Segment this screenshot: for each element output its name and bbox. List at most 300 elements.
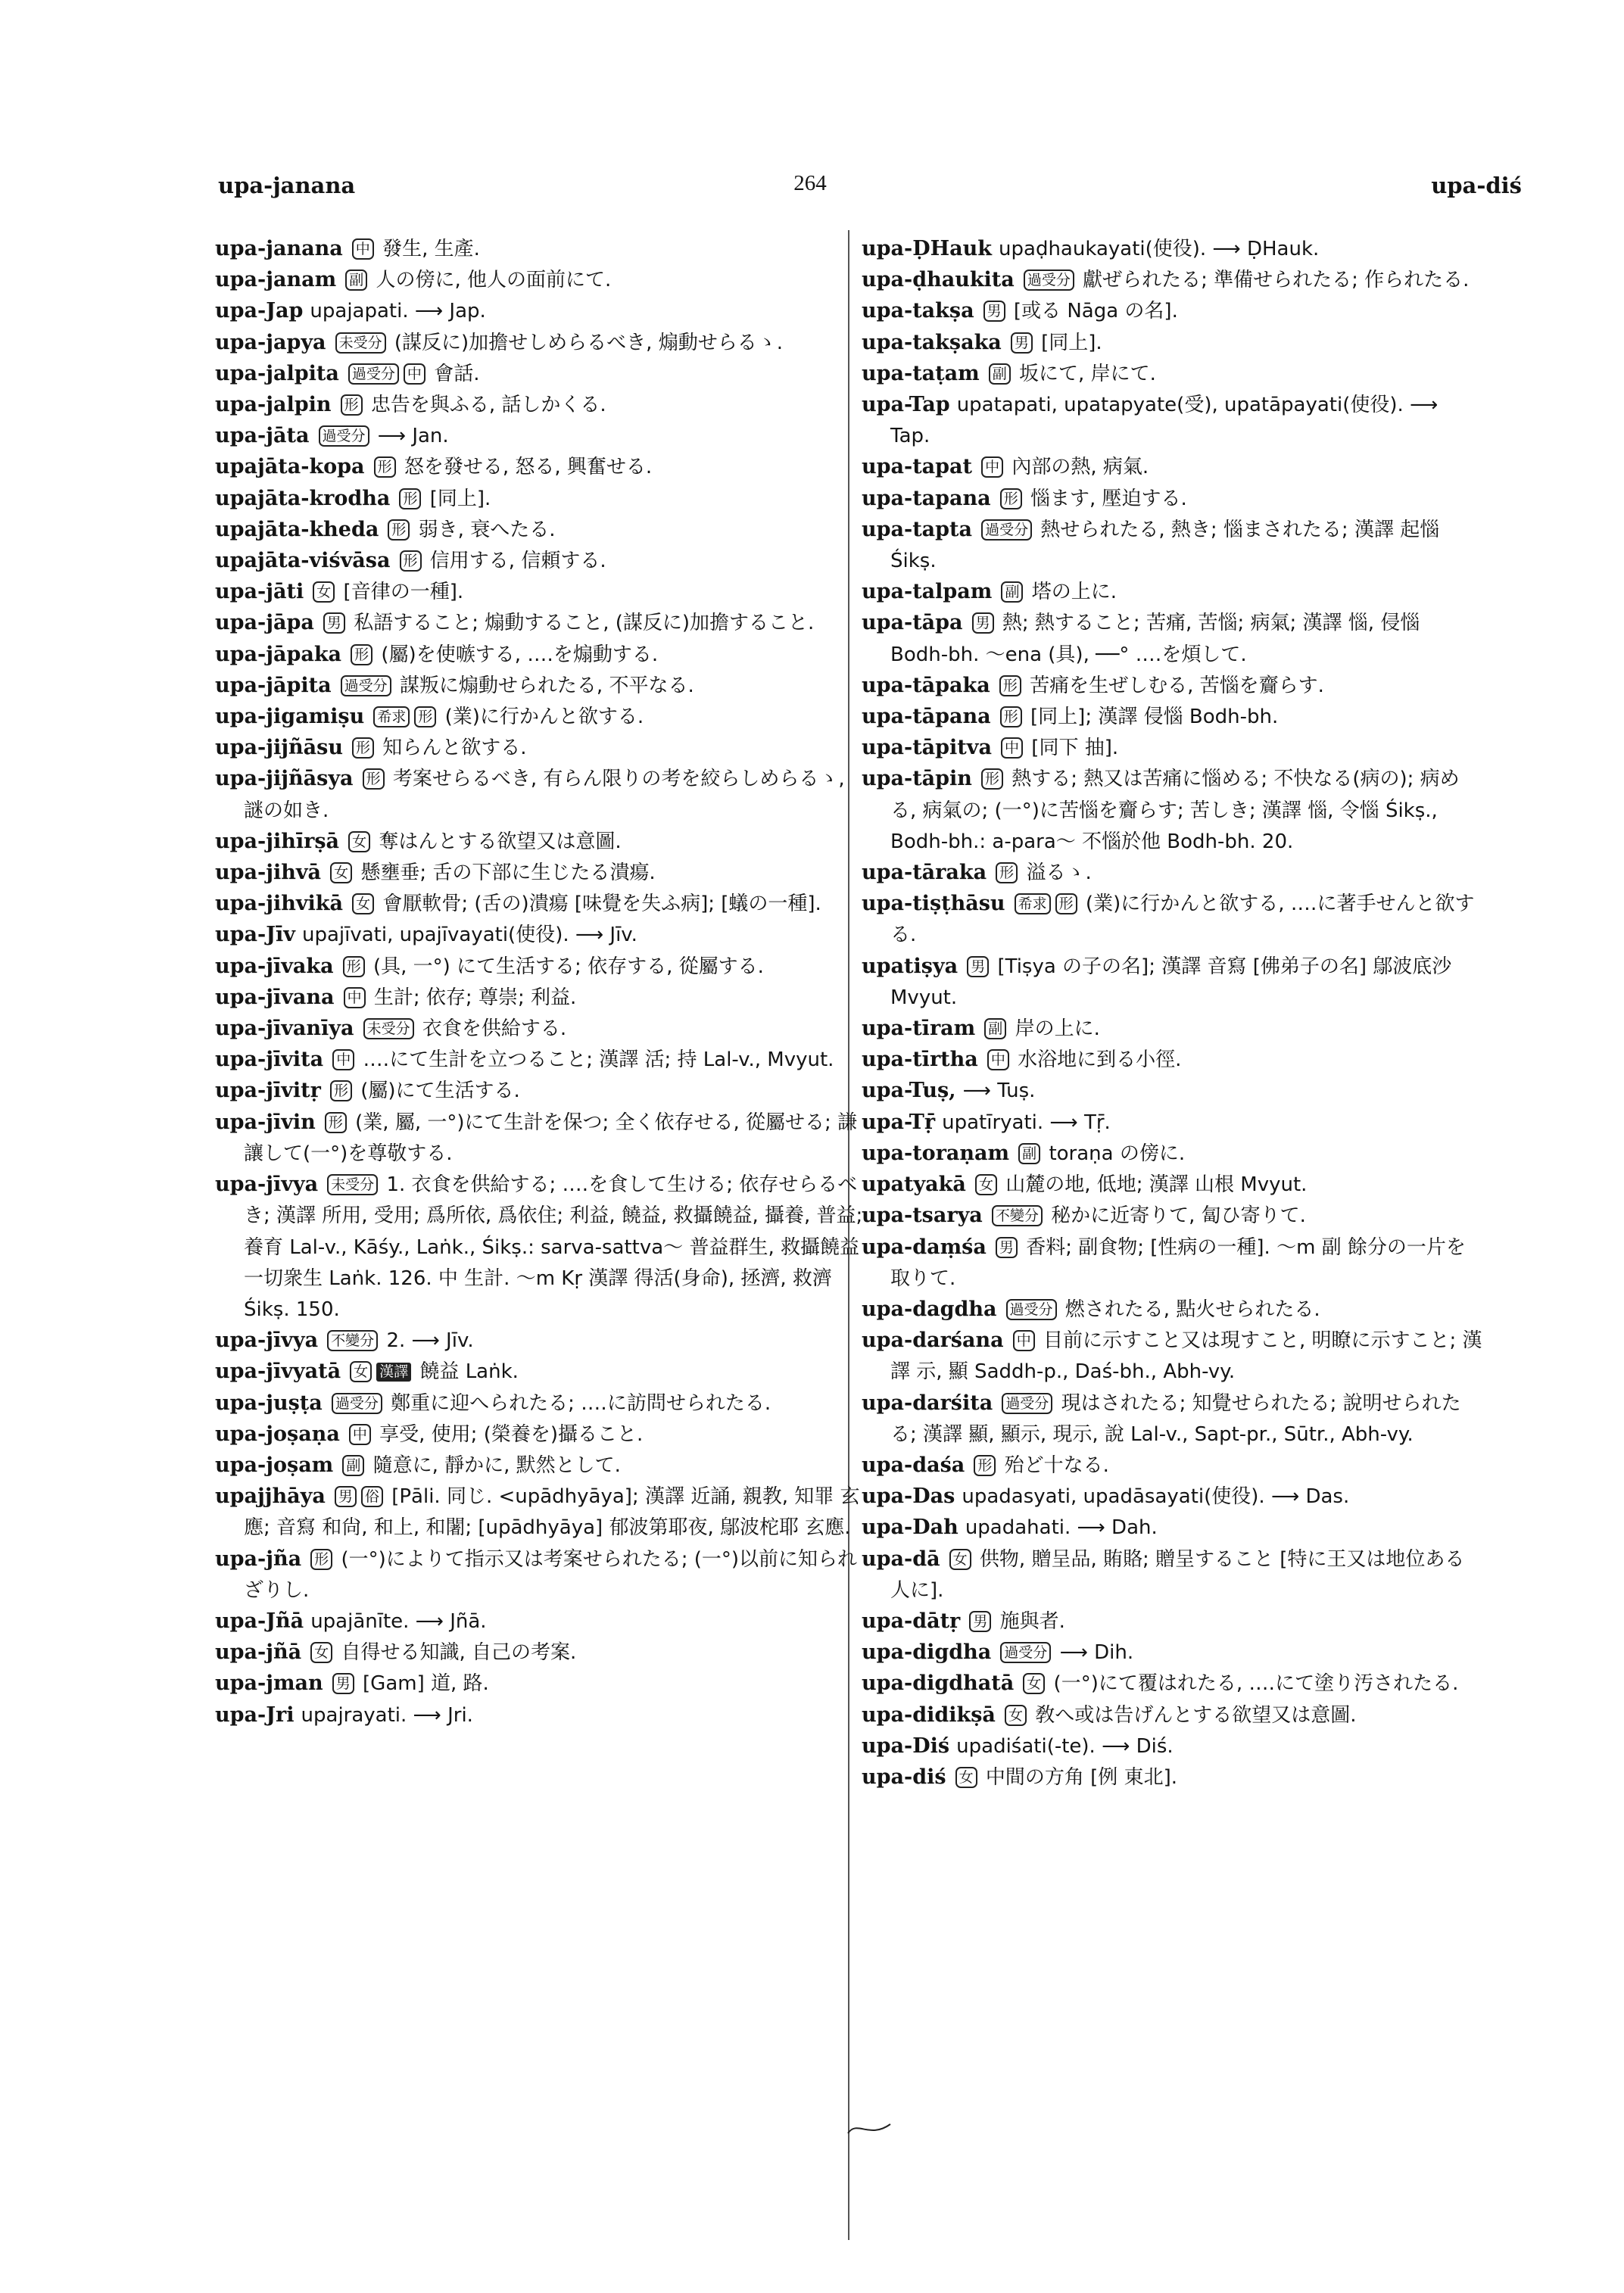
headword: upa-Diś	[862, 1734, 950, 1758]
dictionary-entry	[215, 1419, 868, 1450]
definition-text: 熱せられたる, 熱き; 惱まされたる; 漢譯 起惱 Śikṣ.	[890, 518, 1440, 573]
definition-text: (屬)を使嗾する, ‥‥を煽動する.	[375, 643, 659, 666]
grammar-abbrev-badge: 副	[1001, 581, 1023, 603]
grammar-abbrev-badge: 過受分	[981, 519, 1032, 541]
definition-text: (謀反に)加擔せしめらるべき, 煽動せらるゝ.	[388, 331, 783, 354]
grammar-abbrev-badge: 過受分	[1024, 269, 1074, 291]
headword: upa-jalpita	[215, 361, 339, 385]
dictionary-entry	[215, 1699, 868, 1731]
headword: upa-talpam	[862, 580, 993, 604]
dictionary-entry	[862, 327, 1482, 358]
definition-text: upatapati, upatapyate(受), upatāpayati(使役). ⟶ Tap.	[890, 394, 1439, 448]
dictionary-entry	[862, 483, 1482, 514]
definition-text: (業, 屬, 一°)にて生計を保つ; 全く依存せる, 從屬せる; 謙讓して(一°)を尊敬する.	[244, 1111, 858, 1165]
headword: upa-jīvitṛ	[215, 1079, 321, 1103]
definition-text: 怒を發せる, 怒る, 興奮せる.	[397, 456, 653, 479]
headword: upa-daśa	[862, 1453, 965, 1477]
definition-text: (一°)にて覆はれたる, ‥‥にて塗り汚されたる.	[1047, 1672, 1459, 1696]
grammar-abbrev-badge: 男	[967, 956, 989, 977]
dictionary-entry	[862, 576, 1482, 607]
definition-text: 塔の上に.	[1025, 581, 1117, 604]
dictionary-entry	[215, 670, 868, 701]
grammar-abbrev-badge: 形	[996, 862, 1018, 883]
headword: upa-jigamiṣu	[215, 705, 365, 729]
dictionary-entry	[215, 732, 868, 763]
headword: upa-jihvā	[215, 861, 322, 885]
grammar-abbrev-badge: 希求	[1015, 893, 1051, 914]
grammar-abbrev-badge: 過受分	[332, 1393, 382, 1414]
grammar-abbrev-badge: 中	[349, 1424, 371, 1445]
headword: upa-Tap	[862, 393, 950, 417]
headword: upa-jīvanīya	[215, 1017, 354, 1041]
left-column	[215, 233, 868, 1731]
headword: upa-jalpin	[215, 393, 332, 417]
grammar-abbrev-badge: 形	[974, 1455, 996, 1476]
definition-text: 考案せらるべき, 有らん限りの考を絞らしめらるゝ, 謎の如き.	[244, 768, 845, 822]
headword: upa-tapana	[862, 486, 991, 510]
definition-text: upatīryati. ⟶ Tṝ.	[942, 1111, 1111, 1134]
headword: upa-dātṛ	[862, 1609, 961, 1633]
grammar-abbrev-badge: 男	[972, 612, 994, 634]
headword: upa-jāta	[215, 424, 310, 448]
grammar-abbrev-badge: 希求	[373, 706, 410, 727]
grammar-abbrev-badge: 漢譯	[376, 1363, 411, 1382]
definition-text: 會話.	[427, 362, 480, 385]
grammar-abbrev-badge: 形	[374, 456, 396, 478]
definition-text: 秘かに近寄りて, 匐ひ寄りて.	[1044, 1204, 1306, 1228]
dictionary-entry	[862, 1481, 1482, 1512]
grammar-abbrev-badge: 副	[1018, 1143, 1040, 1164]
grammar-abbrev-badge: 形	[399, 488, 421, 509]
dictionary-entry	[862, 607, 1482, 669]
headword: upajjhāya	[215, 1485, 326, 1509]
grammar-abbrev-badge: 女	[310, 1642, 332, 1663]
definition-text: ⟶ Jan.	[371, 425, 449, 448]
dictionary-entry	[215, 701, 868, 732]
grammar-abbrev-badge: 女	[313, 581, 335, 603]
definition-text: upajīvati, upajīvayati(使役). ⟶ Jīv.	[302, 924, 637, 947]
headword: upa-didikṣā	[862, 1703, 996, 1727]
grammar-abbrev-badge: 中	[987, 1049, 1009, 1070]
dictionary-entry	[215, 607, 868, 638]
grammar-abbrev-badge: 未受分	[327, 1174, 378, 1195]
headword: upa-takṣa	[862, 299, 974, 323]
grammar-abbrev-badge: 副	[342, 1455, 364, 1476]
grammar-abbrev-badge: 形	[351, 644, 372, 665]
grammar-abbrev-badge: 女	[955, 1767, 977, 1788]
definition-text: (具, 一°) にて生活する; 依存する, 從屬する.	[366, 955, 764, 978]
definition-text: 供物, 贈呈品, 賄賂; 贈呈すること [特に王又は地位ある人に].	[890, 1547, 1465, 1602]
headword: upa-Das	[862, 1485, 955, 1509]
dictionary-entry	[215, 857, 868, 888]
grammar-abbrev-badge: 中	[1013, 1330, 1035, 1351]
definition-text: 發生, 生產.	[376, 238, 480, 260]
headword: upajāta-viśvāsa	[215, 549, 391, 573]
dictionary-entry	[862, 1699, 1482, 1731]
definition-text: ‥‥にて生計を立つること; 漢譯 活; 持 Lal-v., Mvyut.	[357, 1048, 834, 1072]
definition-text: 知らんと欲する.	[376, 737, 527, 760]
headword: upa-tiṣṭhāsu	[862, 892, 1005, 916]
dictionary-entry	[215, 1668, 868, 1699]
dictionary-entry	[215, 763, 868, 825]
definition-text: 岸の上に.	[1008, 1017, 1100, 1041]
definition-text: 饒益 Laṅk.	[413, 1360, 519, 1384]
headword: upa-Tuṣ,	[862, 1079, 956, 1103]
definition-text: ⟶ Dih.	[1053, 1641, 1134, 1665]
grammar-abbrev-badge: 過受分	[319, 425, 369, 447]
dictionary-entry	[862, 1388, 1482, 1450]
dictionary-entry	[215, 451, 868, 482]
grammar-abbrev-badge: 過受分	[1002, 1393, 1052, 1414]
definition-text: 敎へ或は告げんとする欲望又は意圖.	[1028, 1703, 1357, 1727]
dictionary-entry	[862, 514, 1482, 576]
definition-text: (業)に行かんと欲する.	[438, 706, 644, 729]
dictionary-entry	[215, 919, 868, 950]
definition-text: 自得せる知識, 自己の考案.	[335, 1641, 577, 1665]
grammar-abbrev-badge: 形	[1000, 706, 1022, 727]
grammar-abbrev-badge: 女	[330, 862, 352, 883]
headword: upa-ḍhaukita	[862, 268, 1015, 292]
headword: upajāta-krodha	[215, 486, 391, 510]
headword: upa-tāraka	[862, 861, 987, 885]
grammar-abbrev-badge: 形	[352, 737, 374, 759]
definition-text: [同上].	[1034, 331, 1102, 354]
definition-text: upadahati. ⟶ Dah.	[965, 1516, 1158, 1540]
grammar-abbrev-badge: 過受分	[1006, 1299, 1057, 1320]
definition-text: [同上].	[423, 487, 491, 510]
dictionary-entry	[215, 389, 868, 420]
headword: upa-joṣam	[215, 1453, 334, 1477]
dictionary-entry	[862, 233, 1482, 264]
dictionary-entry	[862, 1325, 1482, 1387]
headword: upa-digdha	[862, 1640, 992, 1665]
dictionary-entry	[215, 982, 868, 1013]
headword: upajāta-kopa	[215, 455, 365, 479]
definition-text: (一°)によりて指示又は考案せられたる; (一°)以前に知られざりし.	[244, 1547, 858, 1602]
grammar-abbrev-badge: 形	[310, 1549, 332, 1570]
grammar-abbrev-badge: 俗	[361, 1486, 383, 1507]
headword: upa-Jñā	[215, 1609, 304, 1633]
dictionary-entry	[215, 639, 868, 670]
dictionary-entry	[215, 1388, 868, 1419]
headword: upa-jīvana	[215, 985, 335, 1009]
dictionary-entry	[862, 1169, 1482, 1200]
dictionary-entry	[862, 1200, 1482, 1231]
definition-text: 弱き, 衰へたる.	[412, 518, 556, 541]
definition-text: 苦痛を生ぜしむる, 苦惱を齎らす.	[1023, 674, 1324, 697]
definition-text: 私語すること; 煽動すること, (謀反に)加擔すること.	[347, 612, 815, 635]
definition-text: toraṇa の傍に.	[1043, 1142, 1186, 1165]
dictionary-entry	[215, 545, 868, 576]
headword: upa-jihīrṣā	[215, 829, 340, 853]
headword: upa-japya	[215, 330, 326, 354]
headword: upa-tapta	[862, 517, 973, 541]
dictionary-entry	[215, 1169, 868, 1325]
dictionary-entry	[215, 826, 868, 857]
grammar-abbrev-badge: 形	[363, 768, 385, 790]
definition-text: 懸壅垂; 舌の下部に生じたる潰瘍.	[354, 861, 656, 885]
definition-text: 1. 衣食を供給する; ‥‥を食して生ける; 依存せらるべき; 漢譯 所用, 受用; 爲所依, 爲依住; 利益, 饒益, 救攝饒益, 攝養, 普益; 養育 Lal-v., Kāśy., Laṅk., Śikṣ.: sarva-sattva〜 普益群生, 救攝饒益一切衆生 Laṅk. 126. 中 生計. 〜m Kṛ 漢譯 得活(身命), 拯濟, 救濟 Śikṣ. 150.	[244, 1173, 863, 1321]
definition-text: 奪はんとする欲望又は意圖.	[372, 830, 622, 853]
dictionary-entry	[215, 576, 868, 607]
headword: upa-taṭam	[862, 361, 980, 385]
headword: upa-jña	[215, 1547, 302, 1571]
definition-text: upaḍhaukayati(使役). ⟶ ḌHauk.	[999, 238, 1320, 260]
dictionary-entry	[215, 1107, 868, 1169]
definition-text: (業)に行かんと欲する, ‥‥に著手せんと欲する.	[890, 893, 1475, 947]
dictionary-entry	[862, 1668, 1482, 1699]
headword: upa-tāpana	[862, 705, 991, 729]
grammar-abbrev-badge: 中	[332, 1049, 354, 1070]
definition-text: 香料; 副食物; [性病の一種]. 〜m 副 餘分の一片を取りて.	[890, 1235, 1466, 1290]
headword: upa-tapat	[862, 455, 973, 479]
running-head-right: upa-diś	[1431, 173, 1522, 198]
headword: upa-jihvikā	[215, 892, 344, 916]
headword: upa-jāpa	[215, 611, 314, 635]
definition-text: [音律の一種].	[337, 581, 464, 604]
right-column	[862, 233, 1482, 1793]
grammar-abbrev-badge: 過受分	[341, 675, 391, 696]
grammar-abbrev-badge: 男	[983, 301, 1005, 322]
dictionary-entry	[215, 1544, 868, 1606]
definition-text: 獻ぜられたる; 準備せられたる; 作られたる.	[1076, 269, 1470, 292]
grammar-abbrev-badge: 未受分	[363, 1018, 414, 1039]
grammar-abbrev-badge: 不變分	[327, 1330, 378, 1351]
definition-text: [或る Nāga の名].	[1007, 300, 1178, 323]
definition-text: 溢るゝ.	[1020, 861, 1092, 885]
grammar-abbrev-badge: 男	[332, 1673, 354, 1694]
grammar-abbrev-badge: 男	[323, 612, 345, 634]
headword: upatyakā	[862, 1173, 966, 1197]
headword: upa-jijñāsya	[215, 767, 354, 791]
grammar-abbrev-badge: 形	[343, 956, 365, 977]
running-head-left: upa-janana	[218, 173, 356, 198]
headword: upa-tsarya	[862, 1204, 983, 1228]
grammar-abbrev-badge: 男	[335, 1486, 357, 1507]
dictionary-entry	[215, 295, 868, 326]
headword: upa-toraṇam	[862, 1141, 1010, 1165]
headword: upa-Jri	[215, 1703, 295, 1727]
definition-text: 山麓の地, 低地; 漢譯 山根 Mvyut.	[999, 1173, 1308, 1197]
dictionary-entry	[862, 1731, 1482, 1762]
grammar-abbrev-badge: 形	[981, 768, 1003, 790]
grammar-abbrev-badge: 形	[330, 1080, 352, 1101]
definition-text: 2. ⟶ Jīv.	[380, 1329, 474, 1353]
definition-text: 坂にて, 岸にて.	[1012, 362, 1156, 385]
definition-text: 水浴地に到る小徑.	[1011, 1048, 1182, 1072]
definition-text: 目前に示すこと又は現すこと, 明瞭に示すこと; 漢譯 示, 顯 Saddh-p., Daś-bh., Abh-vy.	[890, 1329, 1482, 1384]
dictionary-entry	[215, 514, 868, 545]
dictionary-entry	[862, 701, 1482, 732]
headword: upa-tīram	[862, 1017, 976, 1041]
headword: upa-jīvita	[215, 1048, 324, 1072]
definition-text: 忠告を與ふる, 話しかくる.	[364, 394, 606, 417]
definition-text: 惱ます, 壓迫する.	[1024, 487, 1187, 510]
headword: upa-dā	[862, 1547, 940, 1571]
headword: upa-jīvya	[215, 1329, 319, 1353]
dictionary-entry	[215, 1325, 868, 1356]
page-number: 264	[793, 171, 827, 195]
dictionary-entry	[215, 888, 868, 919]
dictionary-entry	[862, 1013, 1482, 1044]
dictionary-entry	[215, 420, 868, 451]
dictionary-entry	[862, 1512, 1482, 1543]
grammar-abbrev-badge: 形	[388, 519, 410, 541]
headword: upa-darśita	[862, 1391, 993, 1415]
definition-text: upadasyati, upadāsayati(使役). ⟶ Das.	[962, 1485, 1350, 1509]
dictionary-entry	[215, 1044, 868, 1075]
definition-text: 享受, 使用; (榮養を)攝ること.	[372, 1422, 644, 1446]
grammar-abbrev-badge: 中	[404, 363, 425, 385]
headword: upa-juṣṭa	[215, 1391, 323, 1415]
dictionary-entry	[862, 1637, 1482, 1668]
headword: upa-tāpaka	[862, 673, 990, 697]
headword: upa-takṣaka	[862, 330, 1002, 354]
dictionary-entry	[862, 1044, 1482, 1075]
headword: upajāta-kheda	[215, 517, 379, 541]
definition-text: 熱; 熱すること; 苦痛, 苦惱; 病氣; 漢譯 惱, 侵惱 Bodh-bh. 〜ena (具), ──° ‥‥を煩して.	[890, 612, 1420, 666]
definition-text: 信用する, 信頼する.	[423, 550, 606, 573]
dictionary-entry	[862, 358, 1482, 389]
dictionary-entry	[215, 1637, 868, 1668]
dictionary-entry	[215, 264, 868, 295]
dictionary-entry	[862, 732, 1482, 763]
dictionary-entry	[215, 483, 868, 514]
headword: upa-Jap	[215, 299, 304, 323]
headword: upa-darśana	[862, 1329, 1004, 1353]
definition-text: 謀叛に煽動せられたる, 不平なる.	[393, 674, 694, 697]
grammar-abbrev-badge: 未受分	[335, 332, 386, 354]
grammar-abbrev-badge: 副	[989, 363, 1011, 385]
grammar-abbrev-badge: 女	[975, 1174, 997, 1195]
definition-text: upajrayati. ⟶ Jri.	[301, 1703, 473, 1727]
definition-text: 殆ど十なる.	[998, 1453, 1109, 1477]
dictionary-entry	[215, 1075, 868, 1106]
definition-text: 內部の熱, 病氣.	[1005, 456, 1149, 479]
definition-text: 人の傍に, 他人の面前にて.	[369, 269, 612, 292]
grammar-abbrev-badge: 不變分	[992, 1205, 1043, 1226]
grammar-abbrev-badge: 過受分	[348, 363, 399, 385]
grammar-abbrev-badge: 女	[350, 1361, 372, 1382]
dictionary-entry	[862, 1544, 1482, 1606]
dictionary-entry	[215, 951, 868, 982]
dictionary-entry	[862, 1138, 1482, 1169]
definition-text: upajapati. ⟶ Jap.	[310, 300, 486, 323]
grammar-abbrev-badge: 過受分	[1000, 1642, 1051, 1663]
grammar-abbrev-badge: 副	[345, 269, 367, 291]
dictionary-entry	[215, 1356, 868, 1387]
headword: upa-tāpin	[862, 767, 972, 791]
grammar-abbrev-badge: 男	[1011, 332, 1033, 354]
grammar-abbrev-badge: 副	[984, 1018, 1006, 1039]
headword: upa-ḌHauk	[862, 237, 992, 260]
grammar-abbrev-badge: 形	[325, 1112, 347, 1133]
definition-text: 燃されたる, 點火せられたる.	[1058, 1298, 1320, 1321]
dictionary-entry	[215, 233, 868, 264]
headword: upa-jāti	[215, 580, 304, 604]
grammar-abbrev-badge: 形	[341, 394, 363, 416]
headword: upa-jīvya	[215, 1173, 319, 1197]
dictionary-entry	[862, 857, 1482, 888]
headword: upa-jīvaka	[215, 954, 334, 978]
dictionary-entry	[862, 1762, 1482, 1793]
headword: upa-janana	[215, 237, 343, 260]
grammar-abbrev-badge: 形	[1000, 488, 1022, 509]
definition-text: [Tiṣya の子の名]; 漢譯 音寫 [佛弟子の名] 鄔波底沙 Mvyut.	[890, 955, 1452, 1009]
headword: upa-tāpa	[862, 611, 963, 635]
dictionary-entry	[862, 451, 1482, 482]
headword: upa-jīvyatā	[215, 1360, 341, 1384]
dictionary-entry	[215, 1606, 868, 1637]
headword: upa-jman	[215, 1671, 323, 1696]
dictionary-entry	[215, 1450, 868, 1481]
grammar-abbrev-badge: 形	[999, 675, 1021, 696]
pen-mark	[846, 2117, 892, 2139]
grammar-abbrev-badge: 男	[996, 1237, 1018, 1258]
headword: upa-tīrtha	[862, 1048, 978, 1072]
grammar-abbrev-badge: 女	[1005, 1705, 1027, 1726]
definition-text: 會厭軟骨; (舌の)潰瘍 [味覺を失ふ病]; [蟻の一種].	[376, 893, 821, 916]
dictionary-entry	[862, 1606, 1482, 1637]
dictionary-entry	[862, 670, 1482, 701]
dictionary-entry	[215, 1481, 868, 1543]
definition-text: ⟶ Tuṣ.	[962, 1080, 1036, 1103]
definition-text: [Pāli. 同じ. <upādhyāya]; 漢譯 近誦, 親教, 知罪 玄應; 音寫 和尙, 和上, 和闍; [upādhyāya] 郁波第耶夜, 鄔波柁耶 玄應.	[244, 1485, 860, 1540]
definition-text: (屬)にて生活する.	[354, 1080, 520, 1103]
definition-text: 鄭重に迎へられたる; ‥‥に訪問せられたる.	[384, 1391, 771, 1415]
dictionary-entry	[862, 264, 1482, 295]
grammar-abbrev-badge: 女	[348, 831, 370, 852]
grammar-abbrev-badge: 女	[949, 1549, 971, 1570]
headword: upa-jijñāsu	[215, 736, 343, 760]
headword: upa-jīvin	[215, 1110, 316, 1134]
headword: upa-jñā	[215, 1640, 302, 1665]
definition-text: 中間の方角 [例 東北].	[979, 1765, 1177, 1789]
dictionary-entry	[862, 951, 1482, 1013]
grammar-abbrev-badge: 中	[344, 987, 366, 1008]
definition-text: 衣食を供給する.	[416, 1017, 567, 1041]
headword: upa-janam	[215, 268, 337, 292]
dictionary-entry	[862, 763, 1482, 857]
headword: upa-jāpaka	[215, 642, 342, 666]
headword: upa-dagdha	[862, 1297, 997, 1321]
dictionary-entry	[862, 1075, 1482, 1106]
definition-text: [Gam] 道, 路.	[356, 1672, 489, 1696]
definition-text: upadiśati(-te). ⟶ Diś.	[956, 1734, 1174, 1758]
grammar-abbrev-badge: 女	[1023, 1673, 1045, 1694]
definition-text: [同下 抽].	[1025, 737, 1119, 760]
dictionary-entry	[862, 1232, 1482, 1294]
headword: upa-Tṝ	[862, 1110, 936, 1134]
grammar-abbrev-badge: 中	[1001, 737, 1023, 759]
dictionary-entry	[862, 389, 1482, 451]
grammar-abbrev-badge: 形	[1055, 893, 1077, 914]
definition-text: 施與者.	[993, 1609, 1065, 1633]
grammar-abbrev-badge: 形	[400, 550, 422, 572]
definition-text: 隨意に, 靜かに, 默然として.	[366, 1453, 621, 1477]
grammar-abbrev-badge: 男	[969, 1611, 991, 1632]
dictionary-entry	[862, 888, 1482, 950]
grammar-abbrev-badge: 中	[352, 238, 374, 260]
headword: upa-jāpita	[215, 673, 332, 697]
headword: upa-digdhatā	[862, 1671, 1015, 1696]
dictionary-entry	[215, 358, 868, 389]
definition-text: 現はされたる; 知覺せられたる; 說明せられたる; 漢譯 顯, 顯示, 現示, 說 Lal-v., Sapt-pr., Sūtr., Abh-vy.	[890, 1391, 1461, 1446]
dictionary-entry	[862, 1450, 1482, 1481]
grammar-abbrev-badge: 中	[981, 456, 1003, 478]
headword: upatiṣya	[862, 954, 959, 978]
grammar-abbrev-badge: 形	[414, 706, 436, 727]
